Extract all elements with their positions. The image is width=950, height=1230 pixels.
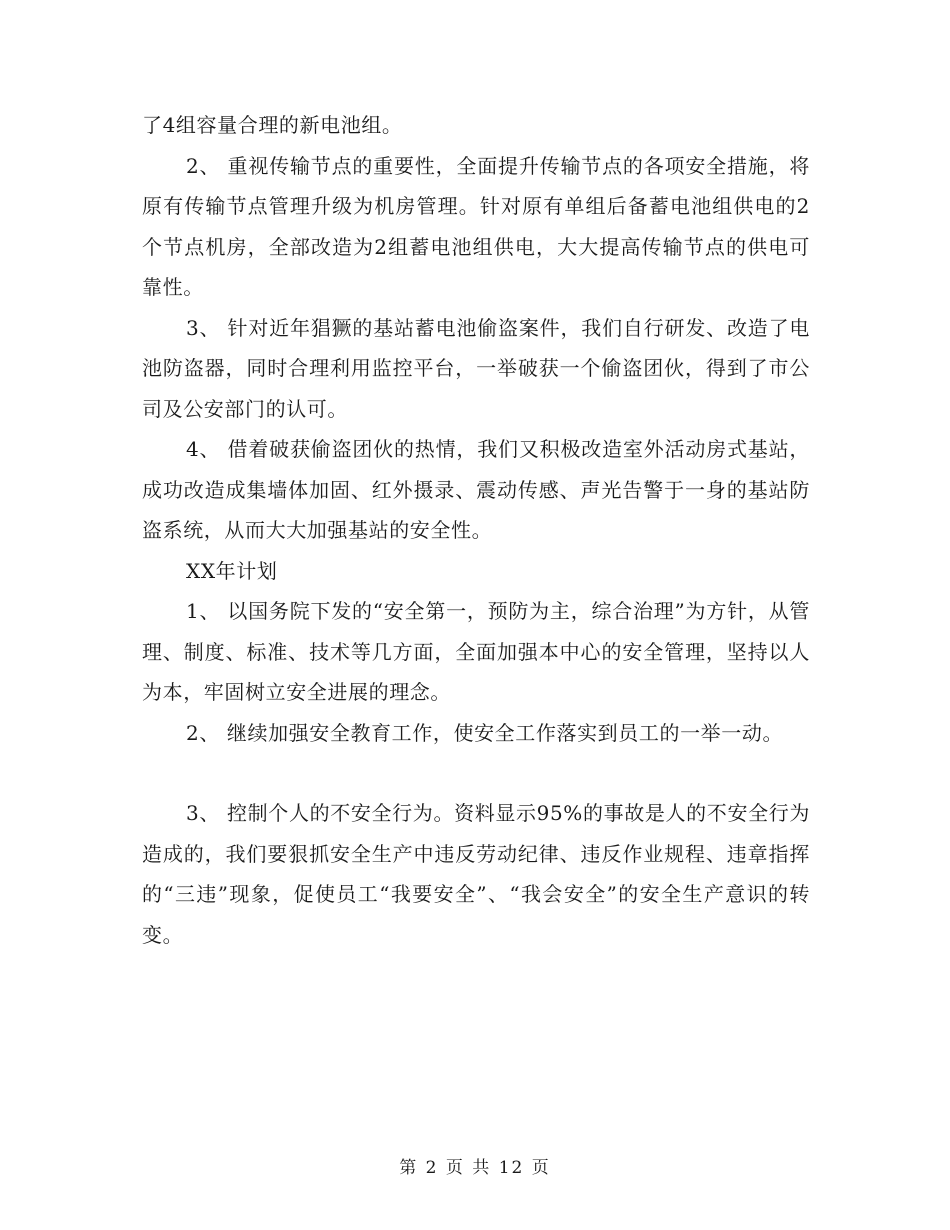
paragraph-item-4-base-station: 4、 借着破获偷盗团伙的热情，我们又积极改造室外活动房式基站，成功改造成集墙体加固、红外摄录、震动传感、声光告警于一身的基站防盗系统，从而大大加强基站的安全性。 bbox=[142, 437, 810, 542]
paragraph-plan-2: 2、 继续加强安全教育工作，使安全工作落实到员工的一举一动。 bbox=[186, 720, 784, 745]
section-heading-plan: XX年计划 bbox=[186, 558, 278, 583]
paragraph-item-3-anti-theft: 3、 针对近年猖獗的基站蓄电池偷盗案件，我们自行研发、改造了电池防盗器，同时合理利用监控平台，一举破获一个偷盗团伙，得到了市公司及公安部门的认可。 bbox=[142, 315, 810, 421]
page-number-footer: 第 2 页 共 12 页 bbox=[399, 1158, 551, 1178]
paragraph-plan-3: 3、 控制个人的不安全行为。资料显示95%的事故是人的不安全行为造成的，我们要狠抓安全生产中违反劳动纪律、违反作业规程、违章指挥的“三违”现象，促使员工“我要安全”、“我会安全”的安全生产意识的转变。 bbox=[142, 801, 810, 947]
document-body bbox=[142, 105, 810, 955]
paragraph-item-2-transmission: 2、 重视传输节点的重要性，全面提升传输节点的各项安全措施，将原有传输节点管理升级为机房管理。针对原有单组后备蓄电池组供电的2个节点机房，全部改造为2组蓄电池组供电，大大提高传输节点的供电可靠性。 bbox=[142, 153, 810, 299]
paragraph-continuation: 了4组容量合理的新电池组。 bbox=[142, 113, 403, 137]
paragraph-plan-1: 1、 以国务院下发的“安全第一，预防为主，综合治理”为方针，从管理、制度、标准、技术等几方面，全面加强本中心的安全管理，坚持以人为本，牢固树立安全进展的理念。 bbox=[142, 599, 810, 704]
